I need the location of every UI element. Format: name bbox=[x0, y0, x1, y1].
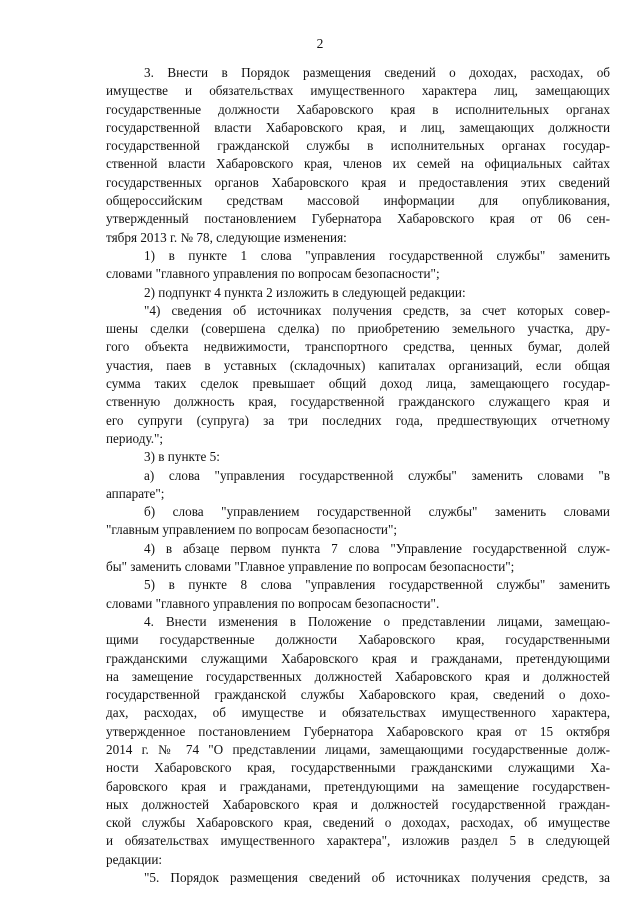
text-line: имуществе и обязательствах имущественного характера лиц, замещающих bbox=[106, 83, 610, 99]
text-line: государственных органов Хабаровского края и предоставления этих сведений bbox=[106, 174, 610, 190]
text-line: государственной гражданской службы Хабаровского края, сведений о дохо- bbox=[106, 687, 610, 703]
text-line: 4. Внести изменения в Положение о представлении лицами, замещаю- bbox=[144, 613, 610, 629]
text-line: гражданскими служащими Хабаровского края и гражданами, претендующими bbox=[106, 650, 610, 666]
text-line: 2014 г. № 74 "О представлении лицами, замещающими государственные долж- bbox=[106, 741, 610, 757]
page-number: 2 bbox=[316, 36, 324, 51]
text-line: государственной гражданской службы в исполнительных органах государ- bbox=[106, 138, 610, 154]
text-line: ской службы Хабаровского края, сведений о доходах, расходах, об имуществе bbox=[106, 815, 610, 831]
text-line: утвержденное постановлением Губернатора Хабаровского края от 15 октября bbox=[106, 723, 610, 739]
text-line: щими государственные должности Хабаровского края, государственными bbox=[106, 632, 610, 648]
text-line: 3) в пункте 5: bbox=[144, 449, 220, 465]
text-line: государственной власти Хабаровского края, и лиц, замещающих должности bbox=[106, 119, 610, 135]
text-line: "главным управлением по вопросам безопасности"; bbox=[106, 522, 398, 538]
text-line: государственные должности Хабаровского края в исполнительных органах bbox=[106, 101, 610, 117]
text-line: баровского края и гражданами, претендующими на замещение государствен- bbox=[106, 778, 610, 794]
text-line: 2) подпункт 4 пункта 2 изложить в следующей редакции: bbox=[144, 284, 466, 300]
text-line: б) слова "управлением государственной службы" заменить словами bbox=[144, 504, 610, 520]
text-line: "5. Порядок размещения сведений об источниках получения средств, за bbox=[144, 870, 610, 886]
text-line: 1) в пункте 1 слова "управления государственной службы" заменить bbox=[144, 247, 610, 263]
text-line: утвержденный постановлением Губернатора Хабаровского края от 06 сен- bbox=[106, 211, 610, 227]
text-line: гого объекта недвижимости, транспортного средства, ценных бумаг, долей bbox=[106, 339, 610, 355]
text-line: ственной власти Хабаровского края, членов их семей на официальных сайтах bbox=[106, 156, 610, 172]
text-line: редакции: bbox=[106, 851, 163, 867]
text-line: бы" заменить словами "Главное управление по вопросам безопасности"; bbox=[106, 559, 515, 575]
text-line: ных должностей Хабаровского края и должностей государственной граждан- bbox=[106, 796, 610, 812]
text-line: словами "главного управления по вопросам безопасности"; bbox=[106, 266, 440, 282]
text-line: словами "главного управления по вопросам безопасности". bbox=[106, 595, 440, 611]
text-line: периоду."; bbox=[106, 430, 164, 446]
text-line: аппарате"; bbox=[106, 485, 165, 501]
text-line: 3. Внести в Порядок размещения сведений о доходах, расходах, об bbox=[144, 65, 610, 80]
text-line: а) слова "управления государственной службы" заменить словами "в bbox=[144, 467, 610, 483]
text-line: общероссийским средствам массовой информации для опубликования, bbox=[106, 193, 610, 209]
text-line: шены сделки (совершена сделка) по приобретению земельного участка, дру- bbox=[106, 321, 610, 337]
text-line: на замещение государственных должностей Хабаровского края и должностей bbox=[106, 668, 610, 684]
text-line: 5) в пункте 8 слова "управления государственной службы" заменить bbox=[144, 577, 610, 593]
text-line: его супруги (супруга) за три последних года, предшествующих отчетному bbox=[106, 412, 610, 428]
text-line: и обязательствах имущественного характера", изложив раздел 5 в следующей bbox=[106, 833, 610, 849]
text-line: "4) сведения об источниках получения средств, за счет которых совер- bbox=[144, 302, 610, 318]
text-line: 4) в абзаце первом пункта 7 слова "Управление государственной служ- bbox=[144, 540, 610, 556]
text-line: сумма таких сделок превышает общий доход лица, замещающего государ- bbox=[106, 376, 610, 392]
text-line: ности Хабаровского края, государственными гражданскими служащими Ха- bbox=[106, 760, 610, 776]
document-body bbox=[106, 64, 610, 887]
text-line: ственную должность края, государственной гражданского служащего края и bbox=[106, 394, 610, 410]
text-line: участия, паев в уставных (складочных) капиталах организаций, если общая bbox=[106, 357, 610, 373]
text-line: тября 2013 г. № 78, следующие изменения: bbox=[106, 229, 347, 245]
text-line: дах, расходах, об имуществе и обязательствах имущественного характера, bbox=[106, 705, 610, 721]
